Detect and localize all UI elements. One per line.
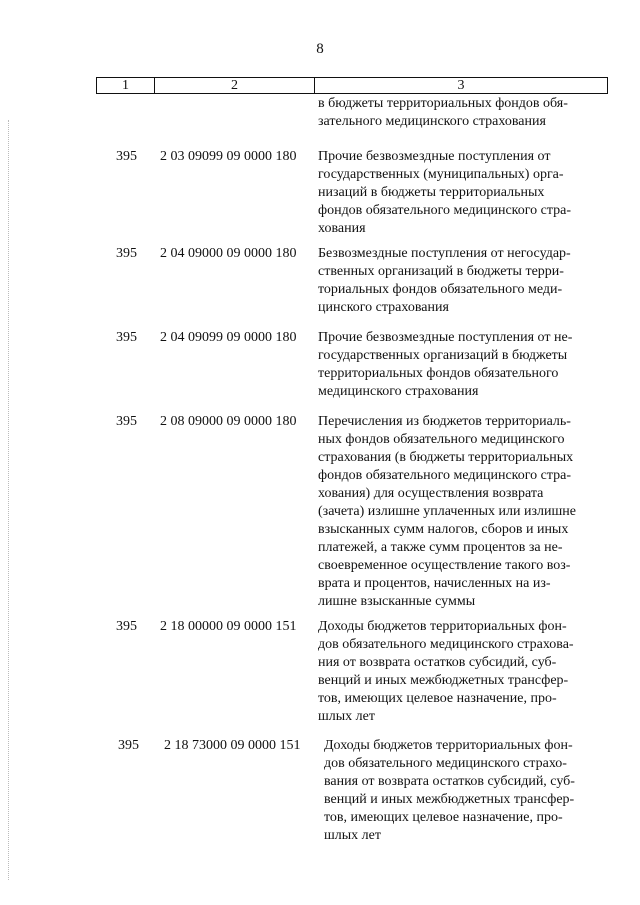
row-code-cell: 2 03 09099 09 0000 180: [160, 149, 297, 164]
table-header: [96, 77, 608, 94]
row-code-cell: 2 04 09000 09 0000 180: [160, 246, 297, 261]
row-admin-cell: 395: [116, 149, 137, 164]
row-name-cell: Перечисления из бюджетов территориаль- ных фондов обязательного медицинского страхования (в бюджеты территориальных фондов обязательного медицинского стра- хования) для осуществления возврата (зачета) излишне уплаченных или излишне взысканных сумм налогов, сборов и иных платежей, а также сумм процентов за не- своевременное осуществление такого воз- врата и процентов, начисленных на из- лишне взысканные суммы: [318, 414, 576, 609]
row-admin-cell: 395: [116, 414, 137, 429]
row-code-cell: 2 04 09099 09 0000 180: [160, 330, 297, 345]
row-name-cell: в бюджеты территориальных фондов обя- зательного медицинского страхования: [318, 96, 568, 129]
row-admin-cell: 395: [118, 738, 139, 753]
row-code-cell: 2 18 73000 09 0000 151: [164, 738, 301, 753]
row-code-cell: 2 08 09000 09 0000 180: [160, 414, 297, 429]
row-name-cell: Прочие безвозмездные поступления от не- государственных организаций в бюджеты территориальных фондов обязательного медицинского страхования: [318, 330, 573, 399]
row-name-cell: Доходы бюджетов территориальных фон- дов обязательного медицинского страхо- вания от возврата остатков субсидий, суб- венций и иных межбюджетных трансфер- тов, имеющих целевое назначение, про- шлых лет: [324, 738, 575, 843]
row-name-cell: Прочие безвозмездные поступления от государственных (муниципальных) орга- низаций в бюджеты территориальных фондов обязательного медицинского стра- хования: [318, 149, 572, 236]
header-cell-2: 2: [155, 78, 315, 93]
header-cell-1: 1: [97, 78, 155, 93]
row-name-cell: Доходы бюджетов территориальных фон- дов обязательного медицинского страхова- ния от возврата остатков субсидий, суб- венций и иных межбюджетных трансфер- тов, имеющих целевое назначение, про- шлых лет: [318, 619, 574, 724]
row-admin-cell: 395: [116, 330, 137, 345]
page-number: 8: [316, 41, 324, 57]
header-cell-3: 3: [457, 78, 465, 93]
row-name-cell: Безвозмездные поступления от негосудар- ственных организаций в бюджеты терри- ториальных фондов обязательного меди- цинского страхования: [318, 246, 571, 315]
row-code-cell: 2 18 00000 09 0000 151: [160, 619, 297, 634]
row-admin-cell: 395: [116, 619, 137, 634]
scan-margin-marks: [8, 120, 10, 880]
row-admin-cell: 395: [116, 246, 137, 261]
